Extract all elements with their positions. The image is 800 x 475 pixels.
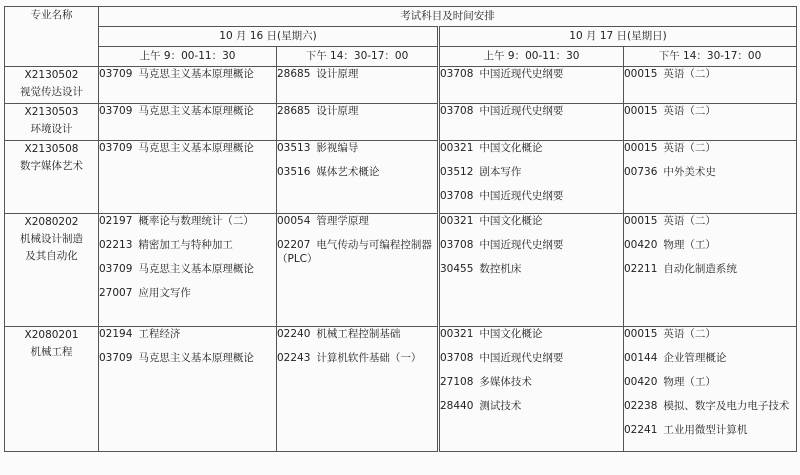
course-item [440, 141, 623, 165]
course-item [440, 399, 623, 423]
exam-slot-cell [439, 214, 624, 327]
course-item [624, 262, 796, 286]
course-item [277, 104, 437, 128]
course-item [440, 262, 623, 286]
course-code: 02241 [624, 424, 658, 436]
course-code: 02207 [277, 239, 311, 251]
course-item [624, 67, 796, 91]
course-name: 设计原理 [316, 68, 359, 80]
exam-slot-cell [277, 67, 439, 104]
course-name: 剧本写作 [479, 166, 522, 178]
course-code: 00321 [440, 142, 474, 154]
course-item [624, 165, 796, 189]
course-name: 影视编导 [316, 142, 359, 154]
course-item [99, 238, 276, 262]
major-name: 数字媒体艺术 [20, 160, 83, 172]
course-name: 电气传动与可编程控制器（PLC） [277, 239, 432, 265]
course-name: 中国文化概论 [479, 142, 543, 154]
course-code: 00054 [277, 215, 311, 227]
major-row [5, 141, 797, 214]
course-item [440, 165, 623, 189]
course-name: 自动化制造系统 [663, 263, 737, 275]
course-item [624, 423, 796, 447]
course-name: 企业管理概论 [663, 352, 727, 364]
course-name: 工业用微型计算机 [663, 424, 748, 436]
course-code: 00015 [624, 105, 658, 117]
course-name: 马克思主义基本原理概论 [138, 142, 254, 154]
course-code: 03708 [440, 190, 474, 202]
exam-slot-cell [624, 141, 797, 214]
course-code: 02194 [99, 328, 133, 340]
exam-slot-cell [99, 327, 277, 452]
major-name: 环境设计 [30, 123, 73, 135]
course-item [440, 214, 623, 238]
major-cell [5, 67, 99, 104]
course-item [277, 141, 437, 165]
course-code: 03709 [99, 263, 133, 275]
course-item [99, 141, 276, 165]
course-name: 物理（工） [663, 239, 716, 251]
course-name: 马克思主义基本原理概论 [138, 263, 254, 275]
session-header: 上午 9：00-11：30 [99, 47, 277, 67]
course-item [277, 214, 437, 238]
session-header: 下午 14：30-17：00 [624, 47, 797, 67]
course-code: 30455 [440, 263, 474, 275]
major-name: 机械工程 [30, 346, 73, 358]
course-name: 中国近现代史纲要 [479, 68, 564, 80]
schedule-body [5, 67, 797, 452]
schedule-header: 考试科目及时间安排 [99, 7, 797, 27]
course-code: 27108 [440, 376, 474, 388]
course-name: 工程经济 [138, 328, 181, 340]
course-name: 中国近现代史纲要 [479, 190, 564, 202]
major-name: 视觉传达设计 [20, 86, 83, 98]
session-header: 上午 9：00-11：30 [439, 47, 624, 67]
course-item [99, 104, 276, 128]
course-code: 00321 [440, 215, 474, 227]
exam-schedule-table [4, 6, 797, 452]
course-code: 03708 [440, 68, 474, 80]
exam-slot-cell [277, 141, 439, 214]
course-name: 中国文化概论 [479, 328, 543, 340]
course-item [440, 67, 623, 91]
exam-slot-cell [277, 214, 439, 327]
course-code: 02197 [99, 215, 133, 227]
course-code: 27007 [99, 287, 133, 299]
major-cell [5, 141, 99, 214]
major-code: X2130502 [24, 69, 79, 81]
day-header-oct16: 10 月 16 日(星期六) [99, 27, 439, 47]
course-item [99, 286, 276, 310]
course-name: 马克思主义基本原理概论 [138, 105, 254, 117]
course-item [624, 104, 796, 128]
exam-slot-cell [624, 214, 797, 327]
course-code: 02238 [624, 400, 658, 412]
exam-slot-cell [624, 327, 797, 452]
major-cell [5, 327, 99, 452]
course-code: 00015 [624, 215, 658, 227]
course-code: 03708 [440, 105, 474, 117]
course-code: 00736 [624, 166, 658, 178]
course-item [277, 165, 437, 189]
course-name: 英语（二） [663, 68, 716, 80]
course-name: 测试技术 [479, 400, 522, 412]
exam-slot-cell [624, 67, 797, 104]
course-code: 02211 [624, 263, 658, 275]
exam-slot-cell [277, 104, 439, 141]
major-code: X2130503 [24, 106, 79, 118]
course-code: 00015 [624, 68, 658, 80]
course-item [624, 141, 796, 165]
course-item [440, 189, 623, 213]
course-name: 中外美术史 [663, 166, 716, 178]
course-item [99, 67, 276, 91]
course-name: 计算机软件基础（一） [316, 352, 422, 364]
major-code: X2130508 [24, 143, 79, 155]
exam-slot-cell [277, 327, 439, 452]
course-item [99, 262, 276, 286]
major-name: 及其自动化 [25, 250, 78, 262]
major-cell [5, 104, 99, 141]
course-item [440, 327, 623, 351]
course-name: 概率论与数理统计（二） [138, 215, 254, 227]
course-item [624, 399, 796, 423]
course-item [440, 375, 623, 399]
course-name: 马克思主义基本原理概论 [138, 352, 254, 364]
course-item [277, 327, 437, 351]
major-cell [5, 214, 99, 327]
course-item [624, 238, 796, 262]
course-item [440, 104, 623, 128]
course-item [99, 351, 276, 375]
session-header: 下午 14：30-17：00 [277, 47, 439, 67]
major-code: X2080202 [24, 216, 79, 228]
exam-slot-cell [99, 141, 277, 214]
course-name: 设计原理 [316, 105, 359, 117]
course-item [277, 67, 437, 91]
course-code: 03512 [440, 166, 474, 178]
course-name: 管理学原理 [316, 215, 369, 227]
course-name: 媒体艺术概论 [316, 166, 380, 178]
course-code: 03708 [440, 239, 474, 251]
course-name: 模拟、数字及电力电子技术 [663, 400, 790, 412]
course-name: 英语（二） [663, 328, 716, 340]
course-code: 00420 [624, 376, 658, 388]
course-code: 00144 [624, 352, 658, 364]
course-item [440, 238, 623, 262]
course-code: 28440 [440, 400, 474, 412]
course-name: 中国近现代史纲要 [479, 352, 564, 364]
course-code: 03709 [99, 105, 133, 117]
course-code: 00015 [624, 328, 658, 340]
exam-slot-cell [99, 67, 277, 104]
major-row [5, 214, 797, 327]
course-name: 应用文写作 [138, 287, 191, 299]
course-name: 机械工程控制基础 [316, 328, 401, 340]
exam-slot-cell [439, 67, 624, 104]
course-item [440, 351, 623, 375]
course-name: 中国文化概论 [479, 215, 543, 227]
course-item [624, 351, 796, 375]
course-item [277, 351, 437, 375]
major-row [5, 104, 797, 141]
course-code: 02240 [277, 328, 311, 340]
course-item [624, 327, 796, 351]
course-name: 数控机床 [479, 263, 522, 275]
major-row [5, 67, 797, 104]
course-name: 多媒体技术 [479, 376, 532, 388]
course-code: 03708 [440, 352, 474, 364]
course-item [99, 214, 276, 238]
exam-slot-cell [624, 104, 797, 141]
course-name: 物理（工） [663, 376, 716, 388]
course-name: 中国近现代史纲要 [479, 239, 564, 251]
course-item [99, 327, 276, 351]
major-name-header: 专业名称 [5, 7, 99, 67]
course-code: 03709 [99, 352, 133, 364]
course-code: 02213 [99, 239, 133, 251]
course-code: 00420 [624, 239, 658, 251]
course-code: 00321 [440, 328, 474, 340]
course-code: 03513 [277, 142, 311, 154]
course-name: 英语（二） [663, 215, 716, 227]
course-item [277, 238, 437, 276]
course-code: 00015 [624, 142, 658, 154]
course-name: 英语（二） [663, 142, 716, 154]
day-header-oct17: 10 月 17 日(星期日) [439, 27, 797, 47]
major-name: 机械设计制造 [20, 233, 83, 245]
course-name: 中国近现代史纲要 [479, 105, 564, 117]
course-code: 03709 [99, 142, 133, 154]
course-code: 03516 [277, 166, 311, 178]
exam-slot-cell [439, 104, 624, 141]
course-code: 28685 [277, 68, 311, 80]
course-item [624, 214, 796, 238]
course-name: 英语（二） [663, 105, 716, 117]
course-code: 02243 [277, 352, 311, 364]
exam-slot-cell [439, 141, 624, 214]
major-code: X2080201 [24, 329, 79, 341]
course-code: 28685 [277, 105, 311, 117]
course-item [624, 375, 796, 399]
exam-slot-cell [99, 214, 277, 327]
course-code: 03709 [99, 68, 133, 80]
exam-slot-cell [99, 104, 277, 141]
exam-slot-cell [439, 327, 624, 452]
course-name: 精密加工与特种加工 [138, 239, 233, 251]
course-name: 马克思主义基本原理概论 [138, 68, 254, 80]
major-row [5, 327, 797, 452]
